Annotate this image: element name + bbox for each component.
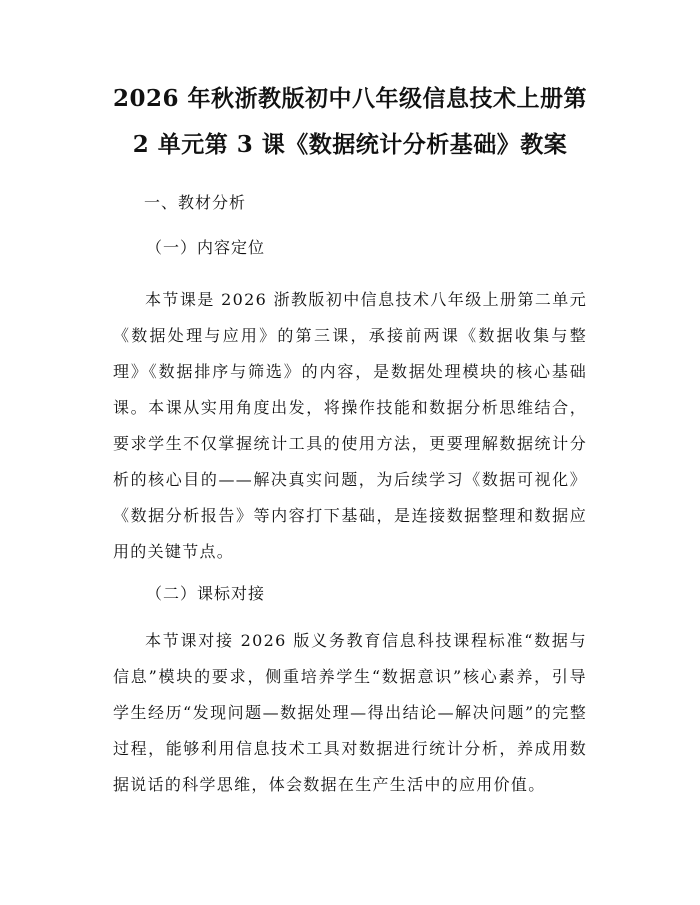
document-title-line1: 2026 年秋浙教版初中八年级信息技术上册第 <box>112 85 588 112</box>
document-title-line2: 2 单元第 3 课《数据统计分析基础》教案 <box>132 131 568 158</box>
paragraph-curriculum-alignment: 本节课对接 2026 版义务教育信息科技课程标准“数据与信息”模块的要求，侧重培养学生“数据意识”核心素养，引导学生经历“发现问题—数据处理—得出结论—解决问题”的完整过程，能够利用信息技术工具对数据进行统计分析，养成用数据说话的科学思维，体会数据在生产生活中的应用价值。 <box>113 631 587 794</box>
subsection-heading-curriculum-alignment: （二）课标对接 <box>146 584 266 603</box>
paragraph-content-positioning: 本节课是 2026 浙教版初中信息技术八年级上册第二单元《数据处理与应用》的第三课，承接前两课《数据收集与整理》《数据排序与筛选》的内容，是数据处理模块的核心基础课。本课从实用角度出发，将操作技能和数据分析思维结合，要求学生不仅掌握统计工具的使用方法，更要理解数据统计分析的核心目的——解决真实问题，为后续学习《数据可视化》《数据分析报告》等内容打下基础，是连接数据整理和数据应用的关键节点。 <box>113 290 587 561</box>
subsection-heading-content-positioning: （一）内容定位 <box>146 238 266 257</box>
section-heading-textbook-analysis: 一、教材分析 <box>144 193 247 212</box>
